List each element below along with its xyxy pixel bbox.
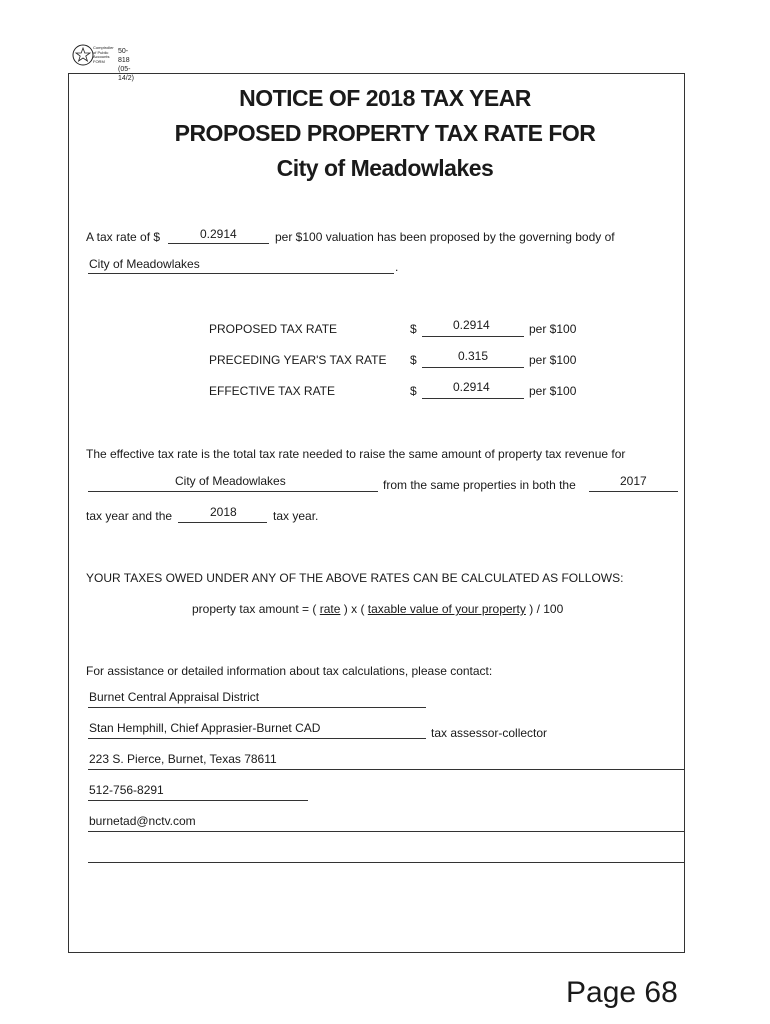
formula-part: ) x ( xyxy=(343,602,365,616)
contact-line-2-rule xyxy=(88,738,426,739)
rate-dollar: $ xyxy=(410,353,417,367)
rate-unit: per $100 xyxy=(529,353,577,367)
contact-address: 223 S. Pierce, Burnet, Texas 78611 xyxy=(89,752,277,766)
texas-seal-icon xyxy=(72,44,94,66)
body-name-line xyxy=(88,273,394,274)
effective-sentence: The effective tax rate is the total tax rate needed to raise the same amount of property tax revenue for xyxy=(86,447,626,461)
contact-line-4-rule xyxy=(88,800,308,801)
rate-value: 0.2914 xyxy=(453,318,490,332)
intro-rate: 0.2914 xyxy=(200,227,237,241)
agency-name: Comptroller of Public Accounts FORM xyxy=(93,45,114,64)
contact-title: tax assessor-collector xyxy=(431,726,548,740)
form-number-text: 50-818 xyxy=(118,48,130,64)
rate-label: PROPOSED TAX RATE xyxy=(209,322,338,336)
intro-period: . xyxy=(395,260,399,274)
formula-part: property tax amount = ( xyxy=(192,602,317,616)
rate-line xyxy=(168,243,269,244)
governing-body: City of Meadowlakes xyxy=(89,257,200,271)
contact-line-3-rule xyxy=(88,769,685,770)
current-year-line xyxy=(178,522,267,523)
title-line-1: NOTICE OF 2018 TAX YEAR xyxy=(239,85,531,111)
form-revision: (05-14/2) xyxy=(118,66,134,82)
formula-part: ) / 100 xyxy=(529,602,564,616)
effective-prefix2: tax year and the xyxy=(86,509,173,523)
page-number: Page 68 xyxy=(566,976,678,1009)
formula-rate: rate xyxy=(319,602,341,616)
contact-line-6-rule xyxy=(88,862,685,863)
rate-dollar: $ xyxy=(410,322,417,336)
rate-value: 0.315 xyxy=(458,349,489,363)
title-line-3: City of Meadowlakes xyxy=(276,155,494,181)
contact-appraisal-district: Burnet Central Appraisal District xyxy=(89,690,260,704)
effective-suffix2: tax year. xyxy=(273,509,319,523)
rate-label: PRECEDING YEAR'S TAX RATE xyxy=(209,353,387,367)
rate-value-line xyxy=(422,367,524,368)
rate-unit: per $100 xyxy=(529,384,577,398)
rate-value-line xyxy=(422,398,524,399)
contact-email: burnetad@nctv.com xyxy=(89,814,196,828)
contact-name: Stan Hemphill, Chief Apprasier-Burnet CAD xyxy=(89,721,321,735)
intro-middle: per $100 valuation has been proposed by the governing body of xyxy=(275,230,615,244)
contact-line-5-rule xyxy=(88,831,685,832)
calc-heading: YOUR TAXES OWED UNDER ANY OF THE ABOVE RATES CAN BE CALCULATED AS FOLLOWS: xyxy=(86,571,624,585)
contact-line-1-rule xyxy=(88,707,426,708)
contact-intro: For assistance or detailed information about tax calculations, please contact: xyxy=(86,664,493,678)
current-year: 2018 xyxy=(210,505,237,519)
rate-value-line xyxy=(422,336,524,337)
contact-phone: 512-756-8291 xyxy=(89,783,164,797)
formula-taxable-value: taxable value of your property xyxy=(367,602,526,616)
prior-year: 2017 xyxy=(620,474,647,488)
rate-dollar: $ xyxy=(410,384,417,398)
rate-value: 0.2914 xyxy=(453,380,490,394)
effective-middle: from the same properties in both the xyxy=(383,478,576,492)
title-line-2: PROPOSED PROPERTY TAX RATE FOR xyxy=(174,120,596,146)
effective-entity: City of Meadowlakes xyxy=(175,474,286,488)
calc-formula xyxy=(192,602,563,616)
intro-prefix: A tax rate of $ xyxy=(86,230,161,244)
prior-year-line xyxy=(589,491,678,492)
rate-unit: per $100 xyxy=(529,322,577,336)
entity-line xyxy=(88,491,378,492)
rate-label: EFFECTIVE TAX RATE xyxy=(209,384,336,398)
